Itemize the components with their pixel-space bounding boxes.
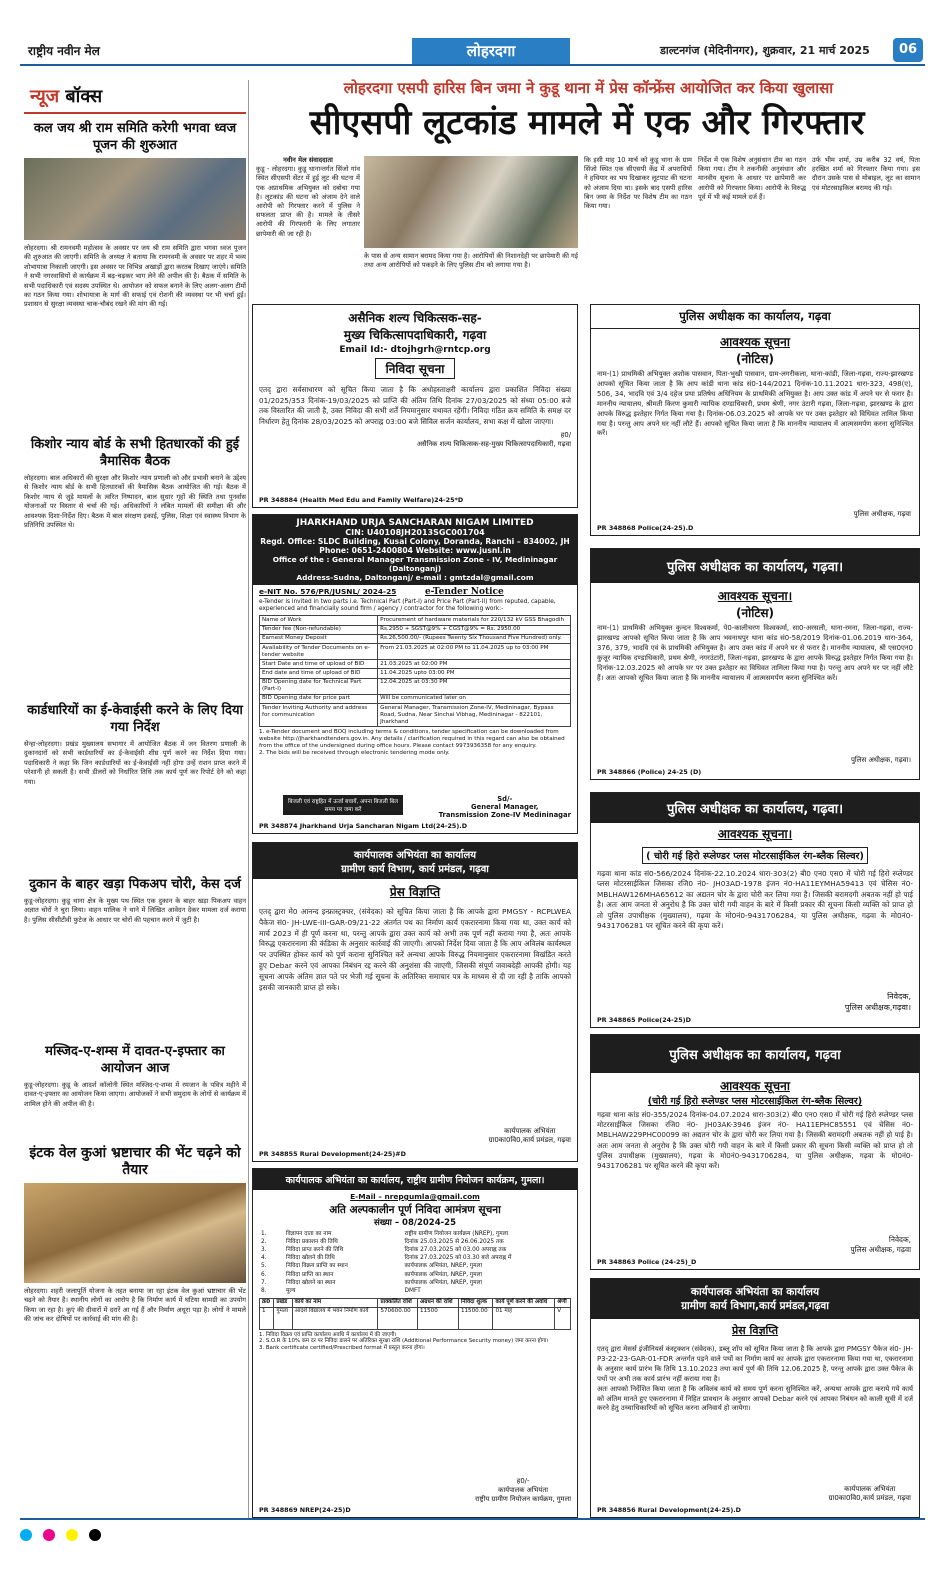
signature-line-2: ग्रा0का0वि0,कार्य प्रमंडल, गढ़वा (828, 1494, 911, 1502)
left-news-column (24, 80, 246, 1411)
notice-subtitle: (नोटिस) (735, 606, 774, 620)
story-body: कुडू-लोहरदगा। कुडू थाना क्षेत्र के मुख्य पथ स्थित एक दुकान के बाहर खड़ा पिकअप वाहन अज्ञात चोरों ने चुरा लिया। वाहन मालिक ने थाने में लिखित आवेदन देकर मामला दर्ज कराया है। पुलिस सीसीटीवी फुटेज के आधार पर चोरों की पहचान करने में जुटी है। (24, 897, 246, 924)
table-cell: 01 माह (493, 1307, 555, 1329)
notice-subtitle: (चोरी गई हिरो स्प्लेण्डर प्लस मोटरसाईकिल रंग-ब्लैक सिल्वर) (647, 1096, 863, 1107)
ad-release-number: PR 348856 Rural Development(24-25).D (597, 1506, 741, 1514)
tender-field-label: Earnest Money Deposit (260, 634, 378, 643)
office-name: Office of the : General Manager Transmission Zone - IV, Medininagar (Daltonganj) (272, 555, 558, 573)
notice-title: e-Tender Notice (424, 587, 504, 597)
ad-body: नाम-(1) प्राथमिकी अभियुक्त कुन्दन विश्वकर्मा, पे0-कालीचरण विश्वकर्मा, सा0-अरसली, थाना-रमना, जिला-गढ़वा, राज्य-झारखण्ड आपको सूचित किया जाता है कि आप भवनाथपुर थाना कांड सं0-58/2019 दिनांक-01.06.2019 धारा-364, 376, 379, भादवि एवं के प्राथमिकी अभियुक्त है। आप उक्त कांड में अपने घर से फरार है। माननीय न्यायालय, श्री एस0एन0 कुजूर न्यायिक दण्डाधिकारी, प्रथम श्रेणी, नगरउंटारी, जिला-गढ़वा, झारखण्ड के द्वारा आपके विरुद्ध इश्तेहार निर्गत किया गया है। दिनांक-12.03.2025 को आपके घर पर उक्त इश्तेहार का विधिवत तामिला किया गया है। परन्तु आप अपने घर पर नहीं लौटे हैं। अतः आपको सूचित किया जाता है कि माननीय न्यायालय में आत्मसमर्पण करना सुनिश्चित करें। (597, 624, 913, 682)
news-box-title-a: न्यूज (30, 86, 60, 107)
tender-table-row (260, 625, 571, 634)
tender-field-label: Start Date and time of upload of BID (260, 660, 378, 669)
signature-line-1: Sd/- (497, 795, 513, 803)
signature-line-2: ग्रा0का0वि0,कार्य प्रमंडल, गढ़वा (488, 1136, 571, 1144)
phone-website: Phone: 0651-2400804 Website: www.jusnl.in (319, 546, 511, 555)
story-body: लोहरदगा। बाल अधिकारों की सुरक्षा और किशोर न्याय प्रणाली को और प्रभावी बनाने के उद्देश्य से किशोर न्याय बोर्ड के सभी हितधारकों की त्रैमासिक बैठक आयोजित की गई। बैठक में किशोर न्याय से जुड़े मामलों के त्वरित निष्पादन, बाल सुधार गृहों की स्थिति तथा पुनर्वास योजनाओं पर विस्तार से चर्चा की गई। अधिकारियों ने लंबित मामलों की समीक्षा की और आवश्यक दिशा-निर्देश दिए। बैठक में बाल संरक्षण इकाई, पुलिस, शिक्षा एवं स्वास्थ्य विभाग के प्रतिनिधि उपस्थित थे। (24, 474, 246, 530)
ad-header: पुलिस अधीक्षक का कार्यालय, गढ़वा (591, 305, 919, 329)
signature-line-2: कार्यपालक अभियंता (498, 1486, 548, 1494)
ad-body: गढ़वा थाना कांड सं0-566/2024 दिनांक-22.10.2024 धारा-303(2) बी0 एन0 एस0 में चोरी गई हिरो स्प्लेण्डर प्लस मोटरसाईकिल जिसका रजि0 नं0- JH03AD-1978 इंजन नं0-HA11EYMHA59413 एवं चेसिस नं0- MBLHAW126MHA65612 का अद्यतन चोर के द्वारा चोरी कर लिया गया है। जिसकी बरामदगी अबतक नहीं हो पाई है। अतः आम जनता से अनुरोध है कि उक्त चोरी गयी वाहन के बारे में किसी प्रकार की सूचना किसी व्यक्ति को प्राप्त हो तो पुलिस उपाधीक्षक (मुख्यालय), गढ़वा के मो0नं0-9431706284, या पुलिस अधीक्षक, गढ़वा के मो0नं0-9431706281 पर सूचित करने की कृपा करें। (597, 869, 913, 931)
ad-release-number: PR 348874 Jharkhand Urja Sancharan Nigam Ltd(24-25).D (259, 822, 468, 830)
tender-meta-row (259, 1271, 571, 1279)
tender-table-row (260, 669, 571, 678)
ad-signature: पुलिस अधीक्षक, गढ़वा (853, 510, 911, 518)
tender-work-table-row (260, 1307, 571, 1329)
tender-meta-cell: निविदा खोलने की तिथि (285, 1255, 335, 1262)
signature-line-2: पुलिस अधीक्षक,गढ़वा। (844, 1003, 911, 1012)
signature-line-1: ह0/- (516, 1477, 530, 1485)
energy-saving-stamp: बिजली एवं राष्ट्रहित में ऊर्जा बचायें, अपना बिजली बिल समय पर जमा करें (283, 795, 403, 815)
ad-title-line-1: असैनिक शल्य चिकित्सक-सह- (348, 311, 482, 325)
notice-subtitle: (नोटिस) (735, 352, 774, 366)
ad-header-line-2: ग्रामीण कार्य विभाग, कार्य प्रमंडल, गढ़वा (341, 864, 489, 875)
ad-header: पुलिस अधीक्षक का कार्यालय, गढ़वा। (591, 793, 919, 823)
story-headline: किशोर न्याय बोर्ड के सभी हितधारकों की हुई त्रैमासिक बैठक (30, 437, 240, 469)
tender-meta-row (259, 1287, 571, 1295)
notice-title: आवश्यक सूचना। (717, 589, 793, 603)
tender-table-row (260, 660, 571, 669)
tender-meta-cell: विज्ञापन दाता का नाम (285, 1230, 332, 1237)
table-cell: गुमला (274, 1307, 292, 1329)
notice-title: आवश्यक सूचना (720, 1079, 790, 1093)
ad-signature (475, 1476, 571, 1503)
table-cell: 570600.00 (378, 1307, 418, 1329)
tender-meta-cell: कार्यपालक अभियंता, NREP, गुमला (404, 1279, 483, 1286)
masthead (20, 36, 925, 66)
table-cell: आदर्श विद्यालय में भवन निर्माण कार्य (292, 1307, 378, 1329)
ad-release-number: PR 348869 NREP(24-25)D (259, 1506, 351, 1514)
tender-field-label: BID Opening date for price part (260, 694, 378, 703)
tender-field-label: Tender Inviting Authority and address for communication (260, 703, 378, 726)
tender-meta-cell: 7. (261, 1279, 267, 1286)
lead-story-col-4: निर्देश में एक विशेष अनुसंधान टीम का गठन किया गया। टीम ने तकनीकी अनुसंधान और मानवीय सूचना के आधार पर छापेमारी कर आरोपी को गिरफ्तार किया। आरोपी के विरुद्ध पूर्व में भी कई मामले दर्ज हैं। (698, 156, 806, 201)
ad-release-number: PR 348855 Rural Development(24-25)#D (259, 1150, 406, 1158)
signature-line-2: पुलिस अधीक्षक, गढ़वा (850, 1245, 911, 1254)
ad-release-number: PR 348865 Police(24-25)D (597, 1016, 691, 1024)
tender-meta-row (259, 1230, 571, 1238)
notice-number: संख्या – 08/2024-25 (374, 1218, 456, 1228)
tender-meta-cell: निविदा खोलने का स्थान (285, 1279, 336, 1286)
tender-field-label: Tender fee (Non-refundable) (260, 625, 378, 634)
tender-meta-cell: कार्यपालक अभियंता, NREP, गुमला (404, 1263, 483, 1270)
tender-table-row (260, 678, 571, 694)
press-conference-photo (364, 156, 578, 248)
signature-line-1: निवेदक, (888, 1235, 911, 1244)
signature-line-1: कार्यपालक अभियंता (504, 1127, 556, 1135)
police-notice-ad-2 (590, 548, 920, 780)
crowd-photo (24, 158, 246, 240)
stolen-bike-notice-ad-1 (590, 792, 920, 1028)
dateline: डाल्टनगंज (मेदिनीनगर), शुक्रवार, 21 मार्च 2025 (660, 44, 870, 57)
ad-body: एतद् द्वारा मेसर्स इंजीनियर्स कंस्ट्रक्शन (संवेदक), डब्लू शॉप को सूचित किया जाता है कि आपके द्वारा PMGSY पैकेज सं0- JH-P3-22-23-GAR-01-FDR अन्तर्गत पड़ने वाले पथों का निर्माण कार्य का आपके द्वारा एकरारनामा किया गया था, एकरारनामा के अनुसार कार्य प्रारंभ कि तिथि 13.10.2023 तथा कार्य पूर्ण की तिथि 12.06.2025 है, परन्तु आपके द्वारा उक्त पैकेज के पथों पर अभी तक कार्य प्रारंभ नहीं कराया गया है। अतः आपको निर्देशित किया जाता है कि अविलंब कार्य को समय पूर्ण करना सुनिश्चित करें, अन्यथा आपके द्वारा कराये गये कार्य को अंतिम मानते हुए एकरारनामा में निहित प्रावधान के अनुसार आपको Debar करने एवं आपका निबंधन को काली सूची में दर्ज करने हेतु उच्चाधिकारियों को सूचित करना अनिवार्य हो जायेगा। (597, 1345, 913, 1413)
company-cin: CIN: U40108JH2013SGC001704 (345, 528, 485, 537)
story-body: लोहरदगा। श्री रामनवमी महोत्सव के अवसर पर जय श्री राम समिति द्वारा भगवा ध्वज पूजन की शुरुआत की जाएगी। समिति के अध्यक्ष ने बताया कि रामनवमी के अवसर पर शहर में भव्य शोभायात्रा निकाली जाएगी। इस अवसर पर विभिन्न अखाड़ों द्वारा करतब दिखाए जाएंगे। समिति ने सभी नगरवासियों से कार्यक्रम में बढ़-चढ़कर भाग लेने की अपील की है। बैठक में समिति के सभी पदाधिकारी एवं सदस्य उपस्थित थे। आयोजन को सफल बनाने के लिए अलग-अलग टीमों का गठन किया गया। शोभायात्रा के मार्ग की सफाई एवं रोशनी की व्यवस्था पर भी चर्चा हुई। प्रशासन से सुरक्षा व्यवस्था चाक-चौबंद रखने की मांग की गई। (24, 244, 246, 309)
ad-header: पुलिस अधीक्षक का कार्यालय, गढ़वा (591, 1035, 919, 1073)
newspaper-brand: राष्ट्रीय नवीन मेल (28, 44, 100, 58)
table-cell: 11500 (418, 1307, 459, 1329)
ad-header-line-2: ग्रामीण कार्य विभाग,कार्य प्रमंडल,गढ़वा (681, 1300, 829, 1312)
cyan-dot (20, 1529, 32, 1541)
tender-meta-cell: 4. (261, 1255, 267, 1262)
notice-title: प्रेस विज्ञप्ति (389, 885, 441, 899)
ad-signature (845, 991, 911, 1013)
signature-line-3: राष्ट्रीय ग्रामीण नियोजन कार्यक्रम, गुमला (475, 1495, 571, 1503)
regd-office: Regd. Office: SLDC Building, Kusai Colony, Doranda, Ranchi – 834002, JH (260, 537, 570, 546)
magenta-dot (43, 1529, 55, 1541)
ad-header-line-1: कार्यपालक अभियंता का कार्यालय (353, 850, 477, 861)
ad-body: गढ़वा थाना कांड सं0-355/2024 दिनांक-04.07.2024 धारा-303(2) बी0 एन0 एस0 में चोरी गई हिरो स्प्लेण्डर प्लस मोटरसाईकिल जिसका रजि0 नं0- JH03AK-3946 इंजन नं0- HA11EPHC85551 एवं चेसिस नं0- MBLHAW229PHC00099 का अद्यतन चोर के द्वारा चोरी कर लिया गया है। जिसकी बरामदगी अबतक नहीं हो पाई है। अतः आम जनता से अनुरोध है कि उक्त चोरी गयी वाहन के बारे में किसी प्रकार की सूचना किसी व्यक्ति को प्राप्त हो तो पुलिस उपाधीक्षक (मुख्यालय), गढ़वा के मो0नं0-9431706284, या पुलिस अधीक्षक, गढ़वा के मो0नं0-9431706281 पर सूचित करने की कृपा करें। (597, 1110, 913, 1171)
well-photo (24, 1183, 246, 1283)
page-number: 06 (893, 38, 923, 62)
ad-email: Email Id:- dtojhgrh@rntcp.org (339, 345, 491, 355)
ad-release-number: PR 348863 Police (24-25)_D (597, 1258, 697, 1266)
signature-line-1: ह0/ (560, 431, 571, 439)
tender-field-label: Name of Work (260, 616, 378, 625)
black-dot (89, 1529, 101, 1541)
tender-field-value: Procurement of hardware materials for 220/132 kV GSS Bhagodih (378, 616, 571, 625)
ad-body: नाम-(1) प्राथमिकी अभियुक्त अशोक पासवान, पिता-भुखी पासवान, ग्राम-लगरीकला, थाना-कांडी, जिला-गढ़वा, राज्य-झारखण्ड आपको सूचित किया जाता है कि आप कांडी थाना कांड सं0-144/2021 दिनांक-10.11.2021 धारा-323, 498(ए), 506, 34, भादवि एवं 3/4 दहेज प्रथा प्रतिषेध अधिनियम के प्राथमिकी अभियुक्त है। आप उक्त कांड में अपने घर से फरार है। माननीय न्यायालय, श्रीमती किरण कुमारी न्यायिक दण्डाधिकारी, प्रथम श्रेणी, नगर उंटारी गढ़वा, जिला-गढ़वा, झारखण्ड के द्वारा आपके विरुद्ध इश्तेहार निर्गत किया गया है। दिनांक-06.03.2025 को आपके घर पर उक्त इश्तेहार को विधिवत तामिल किया गया है। परन्तु आप अपने घर नहीं लौटे हैं। आपको सूचित किया जाता है कि माननीय न्यायालय में आत्मसमर्पण करना सुनिश्चित करें। (597, 370, 913, 438)
signature-line-3: Transmission Zone-IV Medininagar (438, 811, 571, 819)
story-body: लोहरदगा। शहरी जलापूर्ति योजना के तहत बनाया जा रहा इंटक वेल कुआं भ्रष्टाचार की भेंट चढ़ने को तैयार है। स्थानीय लोगों का आरोप है कि निर्माण कार्य में घटिया सामग्री का उपयोग किया जा रहा है। कुएं की दीवारों में दरारें आ गई हैं और निर्माण अधूरा पड़ा है। लोगों ने मामले की जांच कर दोषियों पर कार्रवाई की मांग की है। (24, 1287, 246, 1324)
tender-meta-cell: निविदा प्राप्ति का स्थान (285, 1271, 334, 1278)
lead-story-col-3: कि इसी माह 10 मार्च को कुडू थाना के ग्राम सिंजो स्थित एक सीएसपी केंद्र में अपराधियों ने हथियार का भय दिखाकर लूटपाट की घटना को अंजाम दिया था। इसके बाद एसपी हारिस बिन जमा के निर्देश पर विशेष टीम का गठन किया गया। (584, 156, 692, 211)
tender-meta-cell: 8. (261, 1287, 267, 1294)
ad-header (253, 843, 577, 879)
lead-story-text: कुडू - लोहरदगा। कुडू थानान्तर्गत सिंजो गांव स्थित सीएसपी सेंटर में हुई लूट की घटना में एक अप्राथमिक अभियुक्त को दबोचा गया है। लूटकांड की घटना को अंजाम देने वाले आरोपी को गिरफ्तार करने में पुलिस ने सफलता प्राप्त की है। मामले के तीसरे आरोपी की गिरफ्तारी के लिए लगातार छापेमारी की जा रही है। (256, 165, 360, 238)
tender-field-label: BID Opening date for Technical Part (Part-I) (260, 678, 378, 694)
story-headline: दुकान के बाहर खड़ा पिकअप चोरी, केस दर्ज (29, 877, 241, 892)
company-name: JHARKHAND URJA SANCHARAN NIGAM LIMITED (296, 518, 534, 528)
civil-surgeon-tender-ad (252, 304, 578, 508)
lead-story-col-5: उर्फ भीम शर्मा, उम्र करीब 32 वर्ष, पिता हरखित शर्मा को गिरफ्तार किया गया। इस दौरान उसके पास से मोबाइल, लूट का सामान एवं मोटरसाइकिल बरामद की गई। (812, 156, 920, 192)
tender-meta-cell: 3. (261, 1246, 267, 1253)
tender-intro: e-Tender is invited in two parts i.e. Technical Part (Part-I) and Price Part (Part-II) from reputed, capable, experienced and financially sound firm / agency / contractor for the following work:- (259, 599, 556, 613)
tender-meta-cell: दिनांक 27.03.2025 को 03.30 बजे अपराह्न में (404, 1255, 512, 1262)
tender-footnotes: 1. निविदा विक्रय एवं प्राप्ति कार्यालय अवधि में कार्यालय में की जाएगी। 2. S.O.R के 10% कम दर पर निविदा डालने पर अतिरिक्त सुरक्षा राशि (Additional Performance Security money) जमा करना होगा। 3. Bank certificate certified/Prescribed format में प्रस्तुत करना होगा। (259, 1331, 549, 1352)
table-header-cell: श्रेणी (555, 1298, 571, 1307)
table-header-cell: अग्रधन की राशि (418, 1298, 459, 1307)
notice-title: प्रेस विज्ञप्ति (731, 1324, 779, 1337)
lead-kicker: लोहरदगा एसपी हारिस बिन जमा ने कुडू थाना में प्रेस कॉन्फ्रेंस आयोजित कर किया खुलासा (343, 79, 834, 97)
nit-number: e-NIT No. 576/PR/JUSNL/ 2024-25 (259, 587, 397, 596)
tender-meta-cell: 1. (261, 1230, 267, 1237)
tender-meta-cell: मूल्य (285, 1287, 296, 1294)
tender-meta-row (259, 1246, 571, 1254)
jusnl-e-tender-ad (252, 514, 578, 834)
tender-field-value: General Manager, Transmission Zone-IV, Medininagar, Bypass Road, Sudna, Near Sinchai Vibhag, Medininagar - 822101, Jharkhand (378, 703, 571, 726)
tender-field-value: From 21.03.2025 at 02:00 PM to 11.04.2025 up to 03:00 PM (378, 643, 571, 659)
table-header-cell: निविदा शुल्क (458, 1298, 493, 1307)
ad-signature (850, 1235, 911, 1255)
tender-meta-cell: निविदा प्राप्त करने की तिथि (285, 1246, 344, 1253)
column-divider (248, 80, 249, 1520)
ad-signature (489, 1127, 571, 1145)
jusnl-header (253, 515, 577, 585)
ad-release-number: PR 348868 Police(24-25).D (597, 524, 694, 532)
tender-table-row (260, 643, 571, 659)
section-label: लोहरदगा (412, 38, 570, 64)
story-body: सेन्हा-लोहरदगा। प्रखंड मुख्यालय सभागार में आयोजित बैठक में जन वितरण प्रणाली के दुकानदारों को सभी कार्डधारियों का ई-केवाईसी शीघ्र पूर्ण करने का निर्देश दिया गया। पदाधिकारी ने कहा कि जिन कार्डधारियों का ई-केवाईसी नहीं होगा उन्हें राशन प्राप्त करने में परेशानी हो सकती है। सभी डीलरों को निर्धारित तिथि तक कार्य पूर्ण कर रिपोर्ट देने को कहा गया। (24, 740, 246, 786)
bottom-rule (20, 1518, 925, 1520)
table-header-cell: प्रखंड (274, 1298, 292, 1307)
tender-work-table-head (260, 1298, 571, 1307)
tender-table-row (260, 634, 571, 643)
tender-footnote: 1. e-Tender document and BOQ including terms & conditions, tender specification can be downloaded from website http://jharkhandtenders.gov.in. Any details / clarification required in this regard can also be obtained from the office of the undersigned during office hours. Please contact 9973936358 for any enquiry. 2. The bids will be received through electronic tendering mode only. (259, 729, 565, 757)
notice-title: निविदा सूचना (375, 358, 456, 379)
ad-release-number: PR 348884 (Health Med Edu and Family Welfare)24-25*D (259, 496, 464, 504)
table-cell: V (555, 1307, 571, 1329)
news-box-title-b: बॉक्स (65, 86, 103, 107)
tender-meta-row (259, 1279, 571, 1287)
story-headline: कार्डधारियों का ई-केवाईसी करने के लिए दिया गया निर्देश (27, 703, 243, 735)
ad-header: कार्यपालक अभियंता का कार्यालय, राष्ट्रीय ग्रामीण नियोजन कार्यक्रम, गुमला। (253, 1169, 577, 1190)
ad-body: एतद् द्वारा सर्वसाधारण को सूचित किया जाता है कि अधोहस्ताक्षरी कार्यालय द्वारा प्रकाशित निविदा संख्या 01/2025/353 दिनांक-19/03/2025 को प्राप्ति की अंतिम तिथि दिनांक 27/03/2025 को संध्या 05:00 बजे तक विस्तारित की जाती है, उक्त निविदा की सभी शर्तें नियमानुसार यथावत रहेंगी। निविदा गठित क्रय समिति के समक्ष दर निर्धारण हेतु दिनांक 28/03/2025 को अपराह्न 03:00 बजे सिविल सर्जन कार्यालय, सभा कक्ष में खोला जाएगा। (259, 385, 571, 426)
color-registration-strip (20, 1524, 925, 1536)
tender-meta-cell: निविदा प्रकाशन की तिथि (285, 1238, 338, 1245)
tender-field-value: 21.03.2025 at 02:00 PM (378, 660, 571, 669)
ad-email: E-Mail – nrepgumla@gmail.com (350, 1192, 480, 1201)
rural-works-press-release-ad-2 (590, 1278, 920, 1518)
ad-signature (439, 795, 571, 819)
tender-meta-row (259, 1238, 571, 1246)
signature-line-1: कार्यपालक अभियंता (844, 1485, 896, 1493)
yellow-dot (66, 1529, 78, 1541)
notice-subtitle: ( चोरी गई हिरो स्प्लेण्डर प्लस मोटरसाईकिल रंग-ब्लैक सिल्वर) (642, 847, 868, 864)
table-header-cell: कार्य का नाम (292, 1298, 378, 1307)
tender-meta-row (259, 1263, 571, 1271)
tender-field-value: Will be communicated later on (378, 694, 571, 703)
table-cell: 11500.00 (458, 1307, 493, 1329)
tender-meta-table (259, 1230, 571, 1296)
ad-signature (253, 430, 577, 448)
ad-header-line-1: कार्यपालक अभियंता का कार्यालय (690, 1286, 820, 1298)
table-cell: 1 (260, 1307, 274, 1329)
tender-field-value: Rs.2950 + SGST@9% + CGST@9% = Rs. 2950.00 (378, 625, 571, 634)
nrep-tender-ad (252, 1168, 578, 1518)
ad-body: एतद् द्वारा मे0 आनन्द इन्फ्रास्ट्रक्चर, (संवेदक) को सूचित किया जाता है कि आपके द्वारा PMGSY - RCPLWEA पैकेज सं0- JH-LWE-III-GAR-09/21-22 अंतर्गत पथ का निर्माण कार्य एकरारनामा किया गया था, उक्त कार्य को मार्च 2023 में ही पूर्ण करना था, परन्तु आपके द्वारा उक्त कार्य को अभी तक पूर्ण नहीं कराया गया है, अतः आपके विरुद्ध एकरारनामा की कंडिका के अनुसार कार्रवाई की जाएगी। आपको निर्देश दिया जाता है कि आप अविलंब कार्यस्थल पर उपस्थित होकर कार्य को पूर्ण कराना सुनिश्चित करें अन्यथा आपके विरुद्ध नियमानुसार एकरारनामा विखंडित करते हुए Debar करने एवं आपका निबंधन रद्द करने की अनुशंसा की जाएगी, जिसकी संपूर्ण जवाबदेही आपकी होगी। यह सूचना आपके अंतिम ज्ञात पते पर भेजी गई सूचना के अतिरिक्त समाचार पत्र के माध्यम से दी जा रही है ताकि आपको इसकी जानकारी प्राप्त हो सके। (259, 907, 571, 992)
signature-line-2: General Manager, (471, 803, 539, 811)
tender-meta-row (259, 1255, 571, 1263)
tender-meta-cell: 6. (261, 1271, 267, 1278)
tender-table (259, 615, 571, 727)
tender-field-value: Rs.26,500.00/- (Rupees Twenty Six Thousand Five Hundred) only. (378, 634, 571, 643)
story-headline: मस्जिद-ए-शम्स में दावत-ए-इफ्तार का आयोजन आज (45, 1044, 225, 1076)
signature-line-2: असैनिक शल्य चिकित्सक-सह-मुख्य चिकित्सापदाधिकारी, गढ़वा (416, 440, 571, 448)
tender-table-row (260, 694, 571, 703)
signature-line-1: निवेदक, (887, 992, 911, 1001)
tender-meta-cell: DMFT (404, 1287, 421, 1294)
lead-headline: सीएसपी लूटकांड मामले में एक और गिरफ्तार (309, 103, 865, 143)
rural-works-press-release-ad (252, 842, 578, 1162)
tender-meta-cell: राष्ट्रीय ग्रामीण नियोजन कार्यक्रम (NREP), गुमला (404, 1230, 509, 1237)
story-body: कुडू-लोहरदगा। कुडू के आदर्श कॉलोनी स्थित मस्जिद-ए-शम्स में रमजान के पवित्र महीने में दावत-ए-इफ्तार का आयोजन किया जाएगा। आयोजकों ने सभी समुदाय के लोगों से कार्यक्रम में शामिल होने की अपील की है। (24, 1081, 246, 1108)
tender-meta-cell: 5. (261, 1263, 267, 1270)
tender-meta-cell: दिनांक 25.03.2025 से 26.06.2025 तक (404, 1238, 504, 1245)
ad-header (591, 1279, 919, 1319)
stolen-bike-notice-ad-2 (590, 1034, 920, 1270)
byline: नवीन मेल संवाददाता (283, 156, 333, 164)
notice-title: आवश्यक सूचना (720, 335, 790, 349)
tender-field-value: 12.04.2025 at 03:30 PM (378, 678, 571, 694)
story-headline: इंटक वेल कुआं भ्रष्टाचार की भेंट चढ़ने को तैयार (29, 1145, 241, 1178)
story-headline: कल जय श्री राम समिति करेगी भगवा ध्वज पूजन की शुरुआत (33, 121, 237, 153)
tender-table-row (260, 616, 571, 625)
ad-signature: पुलिस अधीक्षक, गढ़वा। (850, 756, 911, 764)
tender-meta-cell: कार्यपालक अभियंता, NREP, गुमला (404, 1271, 483, 1278)
tender-field-label: End date and time of upload of BID (260, 669, 378, 678)
lead-story-col-1 (256, 156, 360, 239)
news-box-title (24, 80, 246, 114)
table-header-cell: क्र0 (260, 1298, 274, 1307)
ad-header: पुलिस अधीक्षक का कार्यालय, गढ़वा। (591, 549, 919, 583)
ad-release-number: PR 348866 (Police) 24-25 (D) (597, 768, 702, 776)
table-header-cell: प्राक्कलित राशि (378, 1298, 418, 1307)
tender-meta-cell: दिनांक 27.03.2025 को 03.00 अपराह्न तक (404, 1246, 507, 1253)
tender-meta-cell: 2. (261, 1238, 267, 1245)
tender-field-value: 11.04.2025 upto 03:00 PM (378, 669, 571, 678)
table-header-cell: कार्य पूर्ण करने की अवधि (493, 1298, 555, 1307)
tender-table-row (260, 703, 571, 726)
tender-field-label: Availability of Tender Documents on e-tender website (260, 643, 378, 659)
office-address: Address-Sudna, Daltonganj/ e-mail : gmtzdal@gmail.com (296, 573, 534, 582)
ad-title-line-2: मुख्य चिकित्सापदाधिकारी, गढ़वा (343, 328, 487, 342)
ad-signature (829, 1485, 911, 1503)
police-notice-ad-1 (590, 304, 920, 536)
tender-work-table (259, 1298, 571, 1330)
tender-meta-cell: निविदा विक्रय प्राप्ति का स्थान (285, 1263, 348, 1270)
lead-story (256, 156, 921, 301)
notice-title: अति अल्पकालीन पूर्ण निविदा आमंत्रण सूचना (329, 1204, 501, 1216)
lead-story-col-2: के पास से अन्य सामान बरामद किया गया है। आरोपियों की निशानदेही पर छापेमारी की गई तथा अन्य आरोपियों को पकड़ने के लिए पुलिस टीम को लगाया गया है। (364, 252, 578, 270)
notice-title: आवश्यक सूचना। (717, 827, 793, 841)
